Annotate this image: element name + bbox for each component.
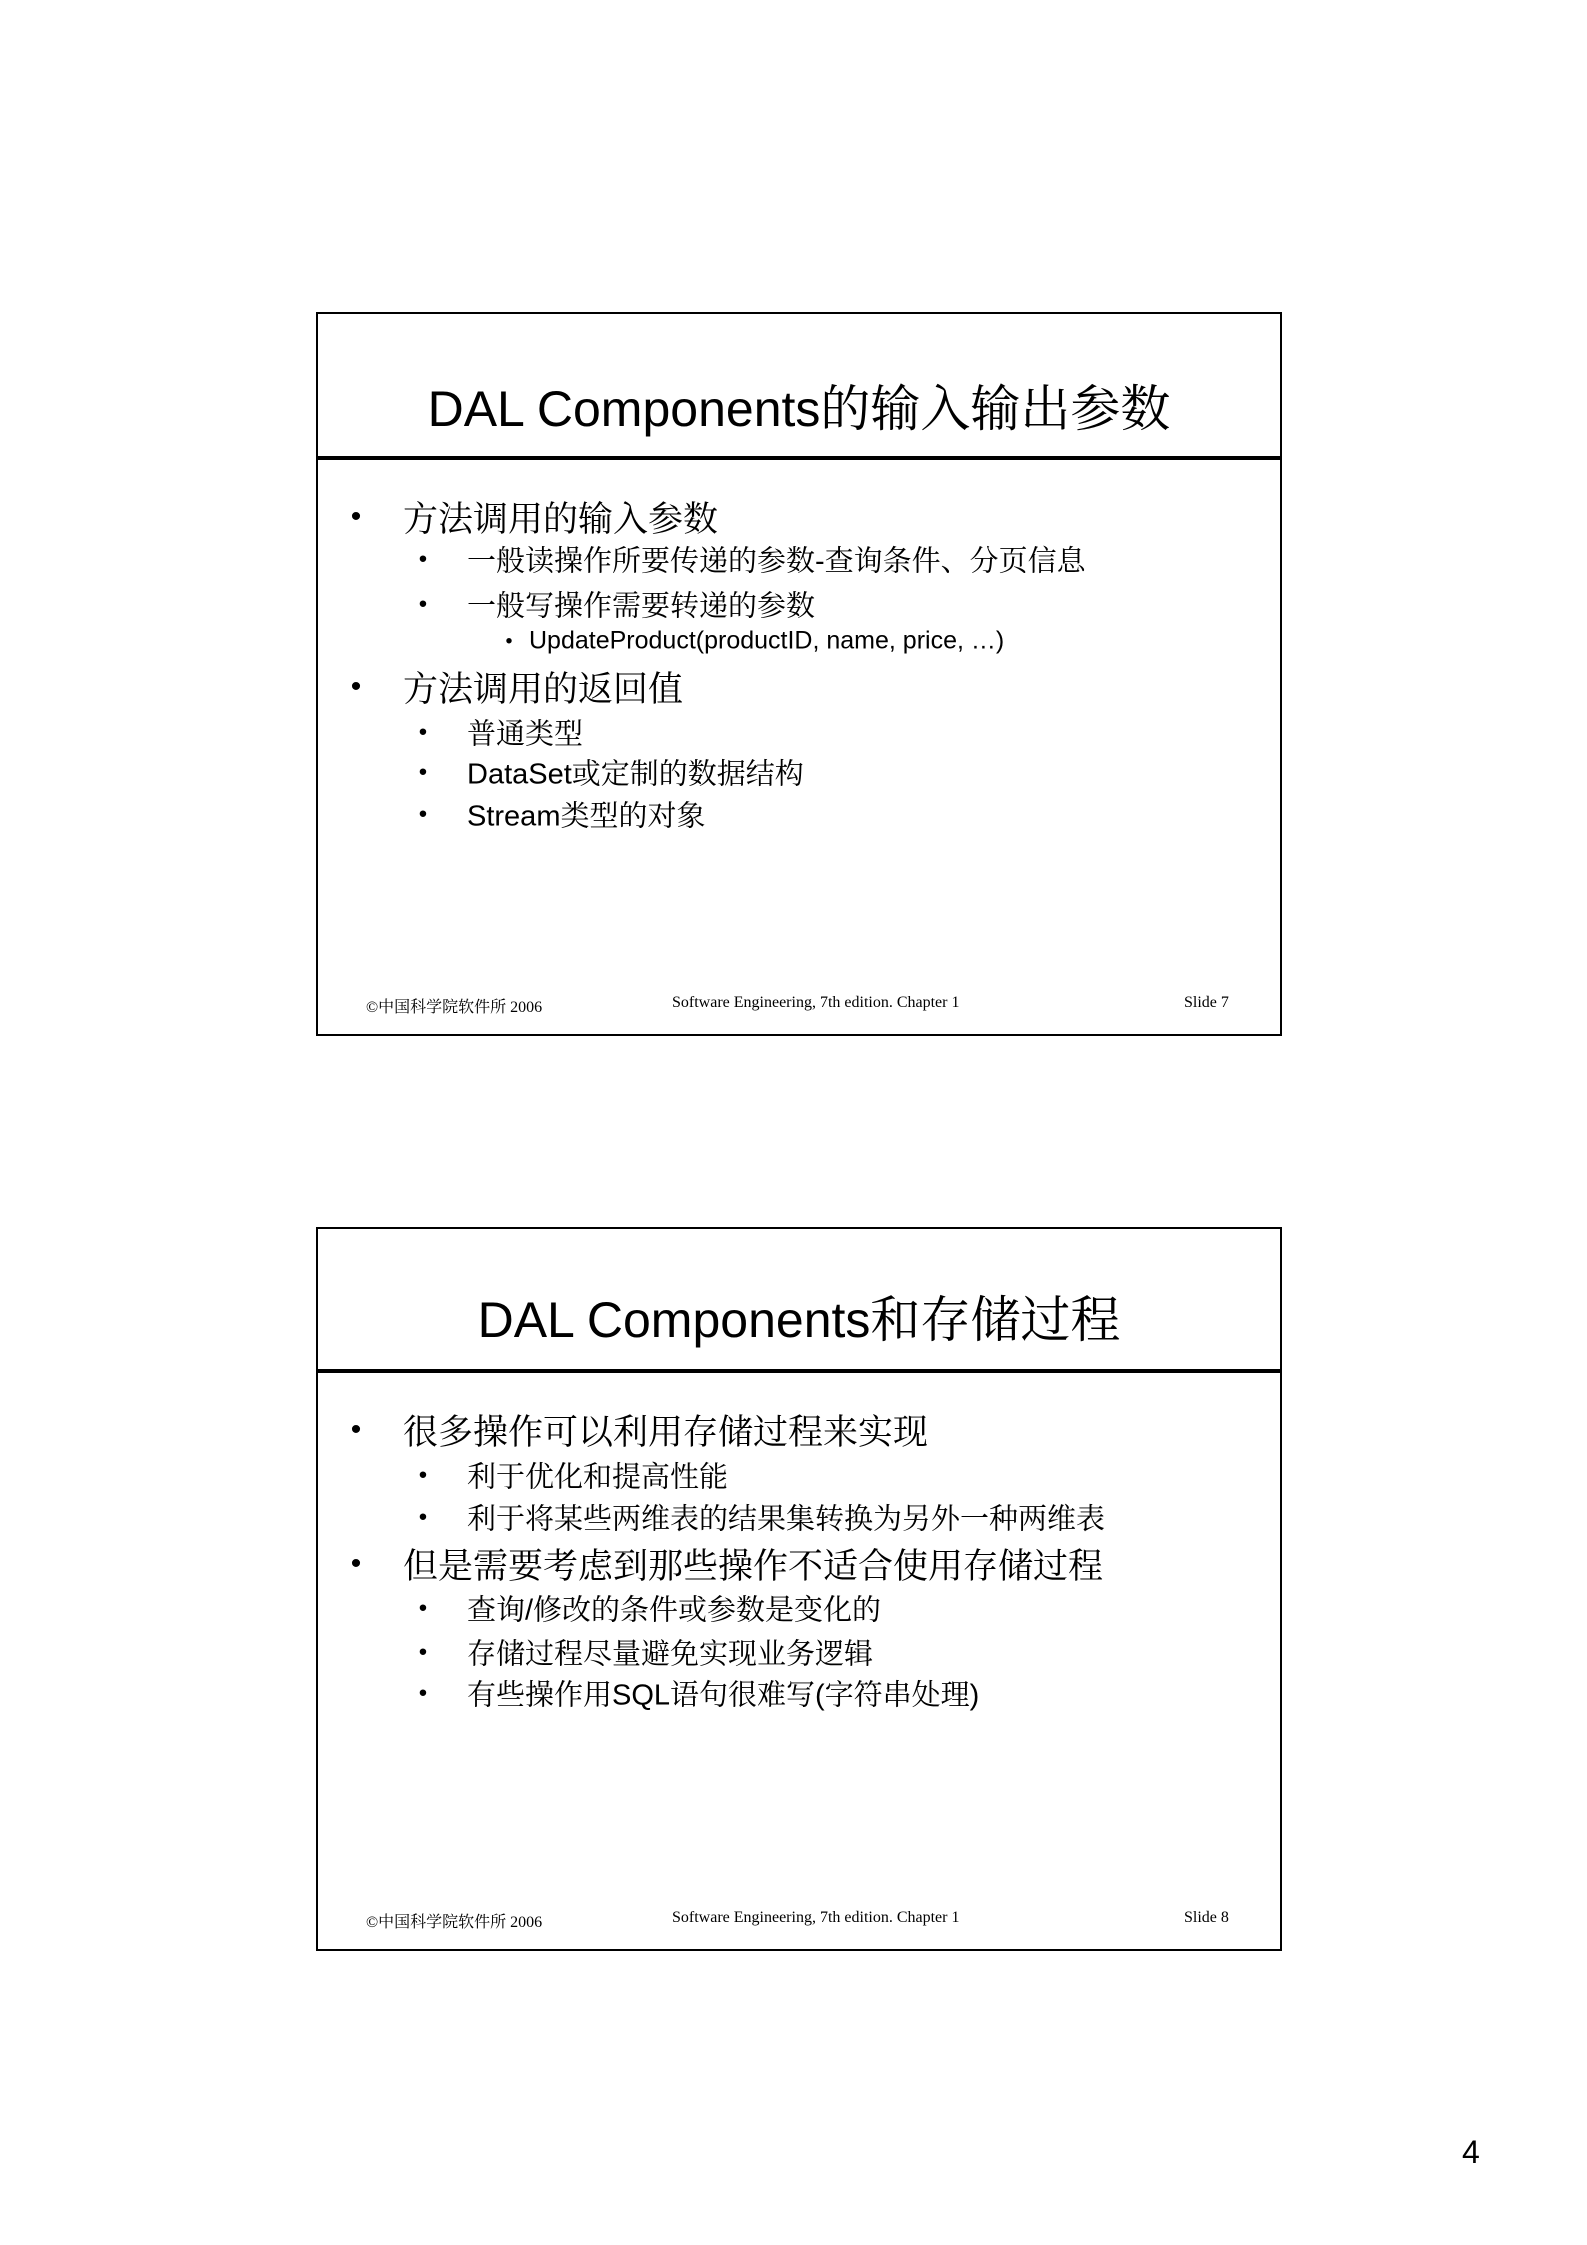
footer-slide-number: Slide 8 — [1184, 1909, 1229, 1926]
bullet-item — [418, 752, 804, 793]
bullet-item — [418, 1588, 882, 1629]
bullet-icon: • — [350, 1547, 362, 1580]
bullet-icon: • — [418, 718, 428, 745]
bullet-item — [418, 1455, 729, 1496]
bullet-icon: • — [418, 1461, 428, 1488]
bullet-text: 方法调用的返回值 — [403, 670, 684, 709]
bullet-icon: • — [418, 1503, 428, 1530]
slide-7 — [316, 312, 1282, 1036]
bullet-icon: • — [418, 1679, 428, 1706]
slide-8 — [316, 1227, 1282, 1951]
footer-slide-number: Slide 7 — [1184, 994, 1229, 1011]
bullet-icon: • — [418, 1594, 428, 1621]
title-divider — [318, 456, 1280, 460]
bullet-item — [350, 1405, 929, 1455]
bullet-icon: • — [418, 800, 428, 827]
bullet-text: UpdateProduct(productID, name, price, …) — [529, 626, 1005, 655]
bullet-item — [418, 1673, 980, 1714]
bullet-text: 方法调用的输入参数 — [403, 500, 719, 539]
bullet-icon: • — [418, 545, 428, 572]
bullet-text: DataSet或定制的数据结构 — [467, 758, 804, 791]
bullet-icon: • — [350, 1413, 362, 1446]
bullet-icon: • — [418, 1638, 428, 1665]
bullet-text: 一般写操作需要转递的参数 — [467, 590, 816, 623]
bullet-icon: • — [505, 630, 513, 652]
title-divider — [318, 1369, 1280, 1373]
bullet-icon: • — [418, 758, 428, 785]
bullet-text: 查询/修改的条件或参数是变化的 — [467, 1594, 882, 1627]
bullet-item — [418, 1497, 1106, 1538]
slide-title: DAL Components和存储过程 — [477, 1292, 1121, 1348]
bullet-text: 利于优化和提高性能 — [467, 1461, 729, 1494]
bullet-item — [418, 584, 816, 625]
footer-copyright: ©中国科学院软件所 2006 — [366, 999, 543, 1016]
bullet-item — [418, 712, 584, 753]
bullet-icon: • — [350, 670, 362, 703]
bullet-item — [350, 492, 719, 542]
bullet-item — [350, 662, 684, 712]
bullet-text: 存储过程尽量避免实现业务逻辑 — [467, 1638, 874, 1671]
footer-course: Software Engineering, 7th edition. Chapter 1 — [672, 1909, 960, 1926]
bullet-text: Stream类型的对象 — [467, 800, 706, 833]
slide-title: DAL Components的输入输出参数 — [427, 381, 1171, 437]
bullet-text: 但是需要考虑到那些操作不适合使用存储过程 — [403, 1547, 1104, 1586]
bullet-item — [418, 794, 706, 835]
bullet-icon: • — [350, 500, 362, 533]
bullet-item — [505, 626, 1005, 656]
bullet-text: 很多操作可以利用存储过程来实现 — [403, 1413, 929, 1452]
bullet-item — [418, 1632, 874, 1673]
bullet-text: 有些操作用SQL语句很难写(字符串处理) — [467, 1679, 980, 1712]
footer-course: Software Engineering, 7th edition. Chapter 1 — [672, 994, 960, 1011]
bullet-text: 一般读操作所要传递的参数-查询条件、分页信息 — [467, 545, 1086, 578]
footer-copyright: ©中国科学院软件所 2006 — [366, 1914, 543, 1931]
page-number: 4 — [1462, 2134, 1480, 2170]
bullet-text: 普通类型 — [467, 718, 584, 751]
bullet-item — [418, 539, 1086, 580]
bullet-item — [350, 1539, 1104, 1589]
bullet-text: 利于将某些两维表的结果集转换为另外一种两维表 — [467, 1503, 1106, 1536]
bullet-icon: • — [418, 590, 428, 617]
